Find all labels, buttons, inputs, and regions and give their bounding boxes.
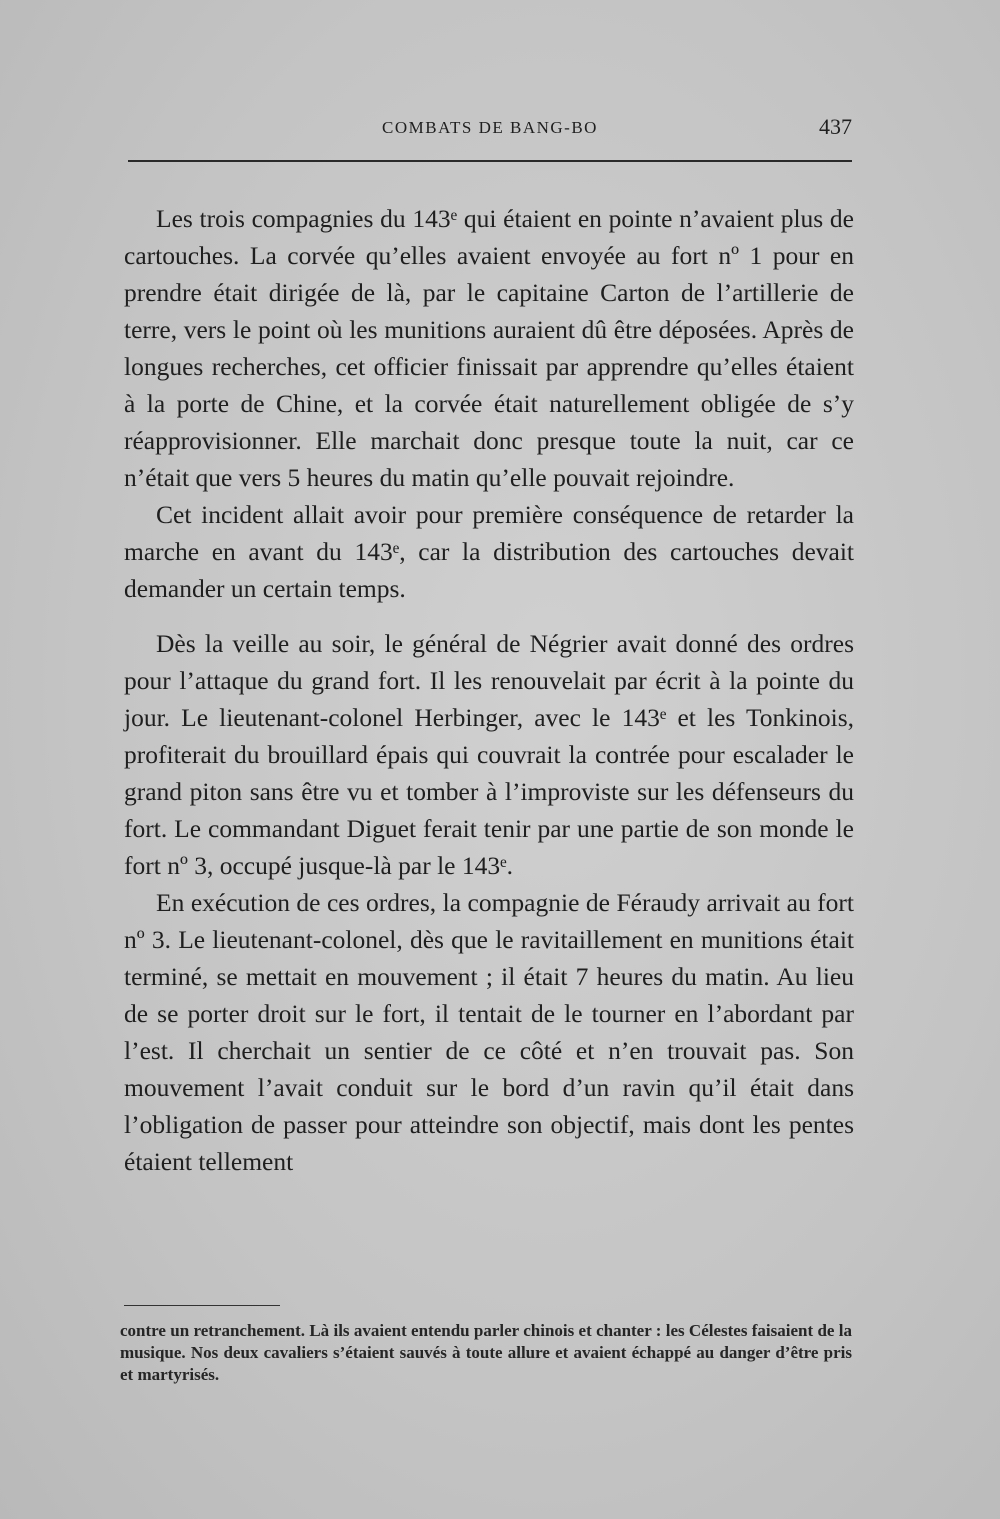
paragraph: Cet incident allait avoir pour première conséquence de retarder la marche en avant du 143ᵉ, car la distribution des cartouches devait demander un certain temps. <box>124 500 854 603</box>
footnote-rule <box>124 1305 280 1306</box>
page-number: 437 <box>819 114 852 139</box>
paragraph: Dès la veille au soir, le général de Négrier avait donné des ordres pour l’attaque du grand fort. Il les renouvelait par écrit à la pointe du jour. Le lieutenant-colonel Herbinger, avec le 143ᵉ et les Tonkinois, profiterait du brouillard épais qui couvrait la contrée pour escalader le grand piton sans être vu et tomber à l’improviste sur les défenseurs du fort. Le commandant Diguet ferait tenir par une partie de son monde le fort nº 3, occupé jusque-là par le 143ᵉ. <box>124 629 854 880</box>
paragraph: En exécution de ces ordres, la compagnie de Féraudy arrivait au fort nº 3. Le lieutenant-colonel, dès que le ravitaillement en munitions était terminé, se mettait en mouvement ; il était 7 heures du matin. Au lieu de se porter droit sur le fort, il tentait de le tourner en l’abordant par l’est. Il cherchait un sentier de ce côté et n’en trouvait pas. Son mouvement l’avait conduit sur le bord d’un ravin qu’il était dans l’obligation de passer pour atteindre son objectif, mais dont les pentes étaient tellement <box>124 888 854 1176</box>
body-text <box>124 200 854 1180</box>
footnote-text: contre un retranchement. Là ils avaient entendu parler chinois et chanter : les Célestes faisaient de la musique. Nos deux cavaliers s’étaient sauvés à toute allure et avaient échappé au danger d’être pris et martyrisés. <box>120 1321 852 1384</box>
footnote <box>120 1320 852 1386</box>
running-title: COMBATS DE BANG-BO <box>382 118 598 137</box>
paragraph: Les trois compagnies du 143ᵉ qui étaient en pointe n’avaient plus de cartouches. La corvée qu’elles avaient envoyée au fort nº 1 pour en prendre était dirigée de là, par le capitaine Carton de l’artillerie de terre, vers le point où les munitions auraient dû être déposées. Après de longues recherches, cet officier finissait par apprendre qu’elles étaient à la porte de Chine, et la corvée était naturellement obligée de s’y réapprovisionner. Elle marchait donc presque toute la nuit, car ce n’était que vers 5 heures du matin qu’elle pouvait rejoindre. <box>124 204 854 492</box>
running-head <box>128 114 852 144</box>
header-rule <box>128 160 852 162</box>
